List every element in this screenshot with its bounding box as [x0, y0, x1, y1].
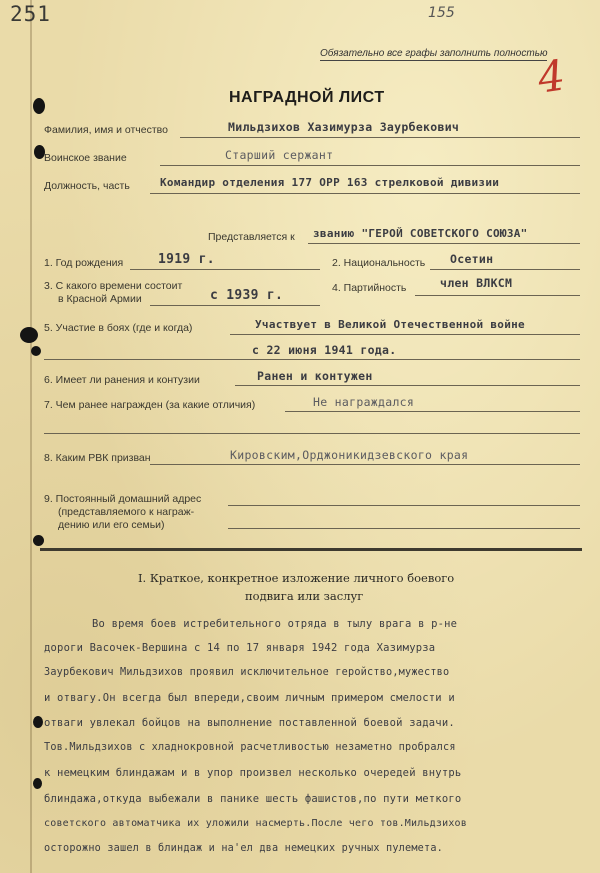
rank-value: Старший сержант: [225, 148, 334, 162]
margin-line: [30, 0, 32, 873]
body-line-5: отваги увлекал бойцов на выполнение поставленной боевой задачи.: [44, 717, 455, 729]
header-note: Обязательно все графы заполнить полностью: [320, 48, 548, 59]
awards-rule: [285, 411, 580, 412]
body-line-1: Во время боев истребительного отряда в тылу врага в р-не: [92, 618, 458, 630]
party-rule: [415, 295, 580, 296]
wounds-value: Ранен и контужен: [257, 369, 373, 383]
address-rule-1: [228, 505, 580, 506]
section-title-2: подвига или заслуг: [245, 589, 364, 603]
nationality-value: Осетин: [450, 252, 494, 266]
post-rule: [150, 193, 580, 194]
address-label-3: дению или его семьи): [58, 519, 165, 531]
nominated-rule: [308, 243, 580, 244]
battles-rule-1: [230, 334, 580, 335]
body-line-9: советского автоматчика их уложили насмерть.После чего тов.Мильдзихов: [44, 818, 467, 829]
address-label-2: (представляемого к награж-: [58, 506, 195, 518]
rvk-label: 8. Каким РВК призван: [44, 452, 151, 464]
punch-hole-3: [20, 327, 38, 343]
rvk-value: Кировским,Орджоникидзевского края: [230, 448, 469, 462]
awards-value: Не награждался: [313, 395, 415, 409]
battles-rule-2: [44, 359, 580, 360]
service-label-1: 3. С какого времени состоит: [44, 280, 183, 292]
address-label-1: 9. Постоянный домашний адрес: [44, 493, 202, 505]
rank-rule: [160, 165, 580, 166]
handwritten-page-number: 155: [428, 5, 455, 21]
rank-label: Воинское звание: [44, 152, 127, 164]
body-line-7: к немецким блиндажам и в упор произвел несколько очередей внутрь: [44, 767, 462, 779]
awards-label: 7. Чем ранее награжден (за какие отличия): [44, 399, 256, 411]
nationality-rule: [430, 269, 580, 270]
body-line-3: Заурбекович Мильдзихов проявил исключительное геройство,мужество: [44, 667, 450, 678]
service-rule: [150, 305, 320, 306]
name-rule: [180, 137, 580, 138]
post-value: Командир отделения 177 ОРР 163 стрелковой дивизии: [160, 176, 500, 189]
body-line-4: и отвагу.Он всегда был впереди,своим личным примером смелости и: [44, 692, 455, 704]
wounds-rule: [235, 385, 580, 386]
service-label-2: в Красной Армии: [58, 293, 142, 305]
punch-hole-1: [33, 98, 45, 114]
red-handwritten-mark: 4: [534, 50, 569, 103]
birth-label: 1. Год рождения: [44, 257, 124, 269]
nominated-label: Представляется к: [208, 231, 295, 243]
awards-rule-2: [44, 433, 580, 434]
name-value: Мильдзихов Хазимурза Заурбекович: [228, 120, 460, 134]
body-line-10: осторожно зашел в блиндаж и на'ел два немецких ручных пулемета.: [44, 843, 444, 854]
post-label: Должность, часть: [44, 180, 130, 192]
party-value: член ВЛКСМ: [440, 276, 513, 290]
battles-label: 5. Участие в боях (где и когда): [44, 322, 193, 334]
birth-value: 1919 г.: [158, 252, 215, 267]
rvk-rule: [150, 464, 580, 465]
body-line-6: Тов.Мильдзихов с хладнокровной расчетливостью незаметно пробрался: [44, 742, 456, 753]
section-title-1: I. Краткое, конкретное изложение личного боевого: [138, 571, 455, 585]
body-line-8: блиндажа,откуда выбежали в панике шесть фашистов,по пути меткого: [44, 793, 462, 805]
battles-value-2: с 22 июня 1941 года.: [252, 343, 397, 357]
punch-hole-6: [33, 716, 43, 728]
nationality-label: 2. Национальность: [332, 257, 426, 269]
punch-hole-7: [33, 778, 42, 789]
punch-hole-4: [31, 346, 41, 356]
party-label: 4. Партийность: [332, 282, 407, 294]
sheet-number: 251: [10, 2, 51, 26]
punch-hole-5: [33, 535, 44, 546]
address-rule-2: [228, 528, 580, 529]
birth-rule: [130, 269, 320, 270]
service-value: с 1939 г.: [210, 288, 284, 303]
name-label: Фамилия, имя и отчество: [44, 124, 168, 136]
wounds-label: 6. Имеет ли ранения и контузии: [44, 374, 200, 386]
battles-value-1: Участвует в Великой Отечественной войне: [255, 318, 525, 331]
page-title: НАГРАДНОЙ ЛИСТ: [229, 89, 385, 106]
body-line-2: дороги Васочек-Вершина с 14 по 17 января 1942 года Хазимурза: [44, 642, 436, 654]
nominated-value: званию "ГЕРОЙ СОВЕТСКОГО СОЮЗА": [313, 227, 528, 240]
section-divider: [40, 548, 582, 551]
